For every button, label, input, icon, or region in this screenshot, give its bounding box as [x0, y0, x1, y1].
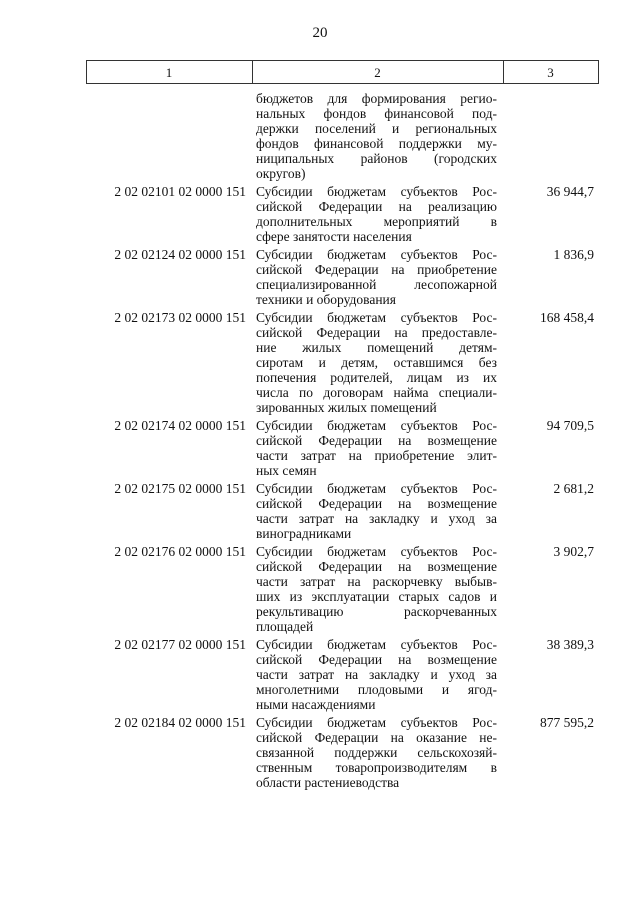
description-line: округов)	[256, 166, 306, 181]
description-line: связанной поддержки сельскохозяй-	[256, 745, 497, 760]
budget-code: 2 02 02174 02 0000 151	[114, 418, 246, 433]
description-line: ших из эксплуатации старых садов и	[256, 589, 497, 604]
description-line: сфере занятости населения	[256, 229, 412, 244]
description-line: Субсидии бюджетам субъектов Рос-	[256, 184, 497, 199]
description-line: Субсидии бюджетам субъектов Рос-	[256, 481, 497, 496]
description-line: сийской Федерации на приобретение	[256, 262, 497, 277]
amount-value: 94 709,5	[546, 418, 594, 433]
table-row	[86, 247, 598, 307]
amount-value: 38 389,3	[546, 637, 594, 652]
description-line: фондов финансовой поддержки му-	[256, 136, 497, 151]
table-row	[86, 637, 598, 712]
description-line: ние жилых помещений детям-	[256, 340, 497, 355]
column-header-name: 2	[374, 65, 381, 80]
description-line: специализированной лесопожарной	[256, 277, 497, 292]
description-line: сийской Федерации на возмещение	[256, 652, 497, 667]
description-line: Субсидии бюджетам субъектов Рос-	[256, 247, 497, 262]
description-line: Субсидии бюджетам субъектов Рос-	[256, 715, 497, 730]
description-line: части затрат на закладку и уход за	[256, 667, 497, 682]
description-line: части затрат на приобретение элит-	[256, 448, 497, 463]
table-body	[86, 91, 598, 793]
description-line: области растениеводства	[256, 775, 400, 790]
description-line: части затрат на раскорчевку выбыв-	[256, 574, 497, 589]
revenue-description	[256, 544, 497, 634]
column-divider	[598, 61, 599, 84]
description-line: виноградниками	[256, 526, 352, 541]
table-row	[86, 91, 598, 181]
budget-code: 2 02 02173 02 0000 151	[114, 310, 246, 325]
description-line: ственным товаропроизводителям в	[256, 760, 497, 775]
description-line: Субсидии бюджетам субъектов Рос-	[256, 310, 497, 325]
description-line: многолетними плодовыми и ягод-	[256, 682, 497, 697]
table-row	[86, 418, 598, 478]
description-line: ных семян	[256, 463, 317, 478]
description-line: держки поселений и региональных	[256, 121, 497, 136]
description-line: сиротам и детям, оставшимся без	[256, 355, 497, 370]
budget-code: 2 02 02177 02 0000 151	[114, 637, 246, 652]
amount-value: 168 458,4	[540, 310, 594, 325]
revenue-description	[256, 481, 497, 541]
table-row	[86, 310, 598, 415]
revenue-description	[256, 715, 497, 790]
amount-value: 3 902,7	[553, 544, 594, 559]
description-line: ными насаждениями	[256, 697, 376, 712]
table-row	[86, 184, 598, 244]
description-line: сийской Федерации на предоставле-	[256, 325, 497, 340]
revenue-description	[256, 310, 497, 415]
budget-code: 2 02 02175 02 0000 151	[114, 481, 246, 496]
revenue-description	[256, 247, 497, 307]
amount-value: 36 944,7	[546, 184, 594, 199]
budget-code: 2 02 02124 02 0000 151	[114, 247, 246, 262]
table-row	[86, 544, 598, 634]
description-line: нальных фондов финансовой под-	[256, 106, 497, 121]
description-line: Субсидии бюджетам субъектов Рос-	[256, 418, 497, 433]
revenue-description	[256, 184, 497, 244]
budget-code: 2 02 02184 02 0000 151	[114, 715, 246, 730]
description-line: площадей	[256, 619, 314, 634]
description-line: сийской Федерации на оказание не-	[256, 730, 497, 745]
amount-value: 877 595,2	[540, 715, 594, 730]
description-line: части затрат на закладку и уход за	[256, 511, 497, 526]
description-line: сийской Федерации на возмещение	[256, 559, 497, 574]
description-line: дополнительных мероприятий в	[256, 214, 497, 229]
budget-code: 2 02 02101 02 0000 151	[114, 184, 246, 199]
description-line: бюджетов для формирования регио-	[256, 91, 497, 106]
table-row	[86, 481, 598, 541]
description-line: сийской Федерации на возмещение	[256, 433, 497, 448]
revenue-description	[256, 637, 497, 712]
description-line: числа по договорам найма специали-	[256, 385, 497, 400]
description-line: Субсидии бюджетам субъектов Рос-	[256, 544, 497, 559]
table-row	[86, 715, 598, 790]
column-header-amount: 3	[547, 65, 554, 80]
page-number: 20	[312, 25, 328, 41]
description-line: сийской Федерации на реализацию	[256, 199, 497, 214]
table-header	[86, 60, 599, 84]
description-line: сийской Федерации на возмещение	[256, 496, 497, 511]
column-header-code: 1	[165, 65, 173, 80]
amount-value: 1 836,9	[553, 247, 594, 262]
budget-code: 2 02 02176 02 0000 151	[114, 544, 246, 559]
description-line: рекультивацию раскорчеванных	[256, 604, 497, 619]
description-line: зированных жилых помещений	[256, 400, 437, 415]
description-line: попечения родителей, лицам из их	[256, 370, 497, 385]
description-line: техники и оборудования	[256, 292, 396, 307]
description-line: Субсидии бюджетам субъектов Рос-	[256, 637, 497, 652]
revenue-description	[256, 418, 497, 478]
description-line: ниципальных районов (городских	[256, 151, 497, 166]
revenue-description	[256, 91, 497, 181]
amount-value: 2 681,2	[553, 481, 594, 496]
